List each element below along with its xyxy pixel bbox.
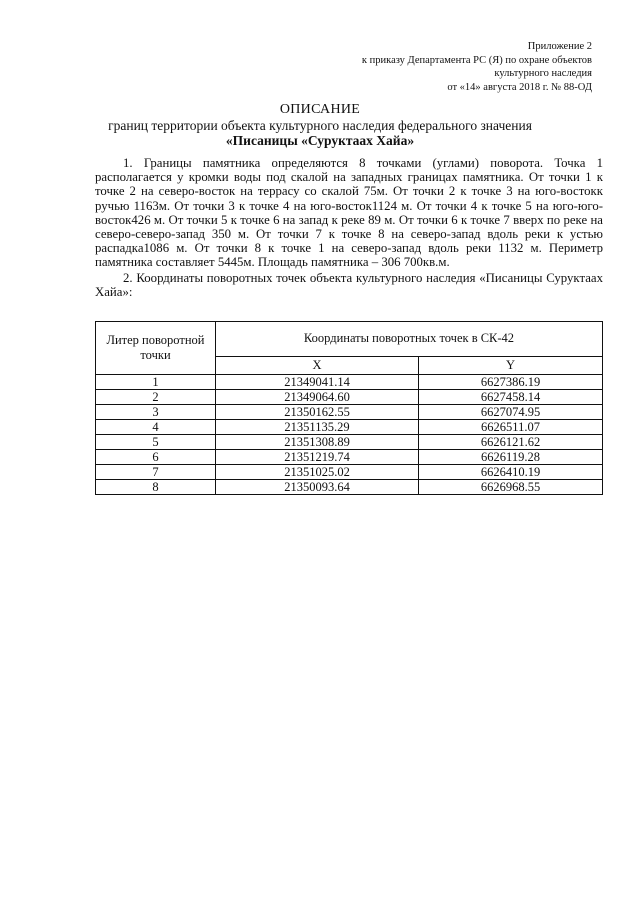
point-cell: 8: [96, 480, 216, 495]
coordinates-header: Координаты поворотных точек в СК-42: [216, 322, 603, 357]
document-heading: [40, 102, 600, 149]
y-cell: 6627074.95: [419, 405, 603, 420]
x-cell: 21350093.64: [216, 480, 419, 495]
table-row: [96, 405, 603, 420]
table-row: [96, 435, 603, 450]
coordinates-table: [95, 321, 603, 495]
point-cell: 3: [96, 405, 216, 420]
paragraph-1: 1. Границы памятника определяются 8 точками (углами) поворота. Точка 1 располагается у кромки воды под скалой на западных границах памятника. От точки 1 к точке 2 на северо-восток на террасу со скалой 75м. От точки 2 к точке 3 на юго-востокк ручью 1163м. От точки 3 к точке 4 на юго-восток1124 м. От точки 4 к точке 5 на юго-юго-восток426 м. От точки 5 к точке 6 на запад к реке 89 м. От точки 6 к точке 7 вверх по реке на северо-северо-запад 350 м. От точки 7 к точке 8 на северо-запад вдоль реки к устью распадка1086 м. От точки 8 к точке 1 на северо-запад вдоль реки 1132 м. Периметр памятника составляет 5445м. Площадь памятника – 306 700кв.м.: [95, 156, 603, 270]
y-column-header: Y: [419, 356, 603, 374]
table-row: [96, 375, 603, 390]
table-row: [96, 390, 603, 405]
point-cell: 6: [96, 450, 216, 465]
x-cell: 21351219.74: [216, 450, 419, 465]
object-name: «Писаницы «Суруктаах Хайа»: [225, 133, 415, 148]
x-column-header: X: [216, 356, 419, 374]
appendix-line-2: к приказу Департамента РС (Я) по охране объектов: [361, 54, 592, 66]
table-row: [96, 480, 603, 495]
x-cell: 21350162.55: [216, 405, 419, 420]
document-body: [95, 156, 603, 299]
y-cell: 6626410.19: [419, 465, 603, 480]
x-cell: 21349064.60: [216, 390, 419, 405]
y-cell: 6627458.14: [419, 390, 603, 405]
y-cell: 6627386.19: [419, 375, 603, 390]
table-row: [96, 450, 603, 465]
table-row: [96, 420, 603, 435]
point-cell: 4: [96, 420, 216, 435]
document-subtitle: границ территории объекта культурного наследия федерального значения: [108, 117, 532, 133]
point-cell: 5: [96, 435, 216, 450]
x-cell: 21349041.14: [216, 375, 419, 390]
appendix-line-1: Приложение 2: [527, 41, 592, 52]
y-cell: 6626968.55: [419, 480, 603, 495]
point-cell: 7: [96, 465, 216, 480]
x-cell: 21351135.29: [216, 420, 419, 435]
y-cell: 6626511.07: [419, 420, 603, 435]
document-title: ОПИСАНИЕ: [279, 102, 361, 117]
point-column-header: Литер поворотной точки: [96, 322, 216, 375]
table-row: [96, 465, 603, 480]
paragraph-2: 2. Координаты поворотных точек объекта культурного наследия «Писаницы Суруктаах Хайа»:: [95, 270, 603, 299]
point-cell: 2: [96, 390, 216, 405]
point-cell: 1: [96, 375, 216, 390]
y-cell: 6626119.28: [419, 450, 603, 465]
appendix-note: [362, 40, 592, 94]
y-cell: 6626121.62: [419, 435, 603, 450]
appendix-line-4: от «14» августа 2018 г. № 88-ОД: [447, 81, 592, 93]
x-cell: 21351025.02: [216, 465, 419, 480]
x-cell: 21351308.89: [216, 435, 419, 450]
appendix-line-3: культурного наследия: [494, 68, 592, 80]
